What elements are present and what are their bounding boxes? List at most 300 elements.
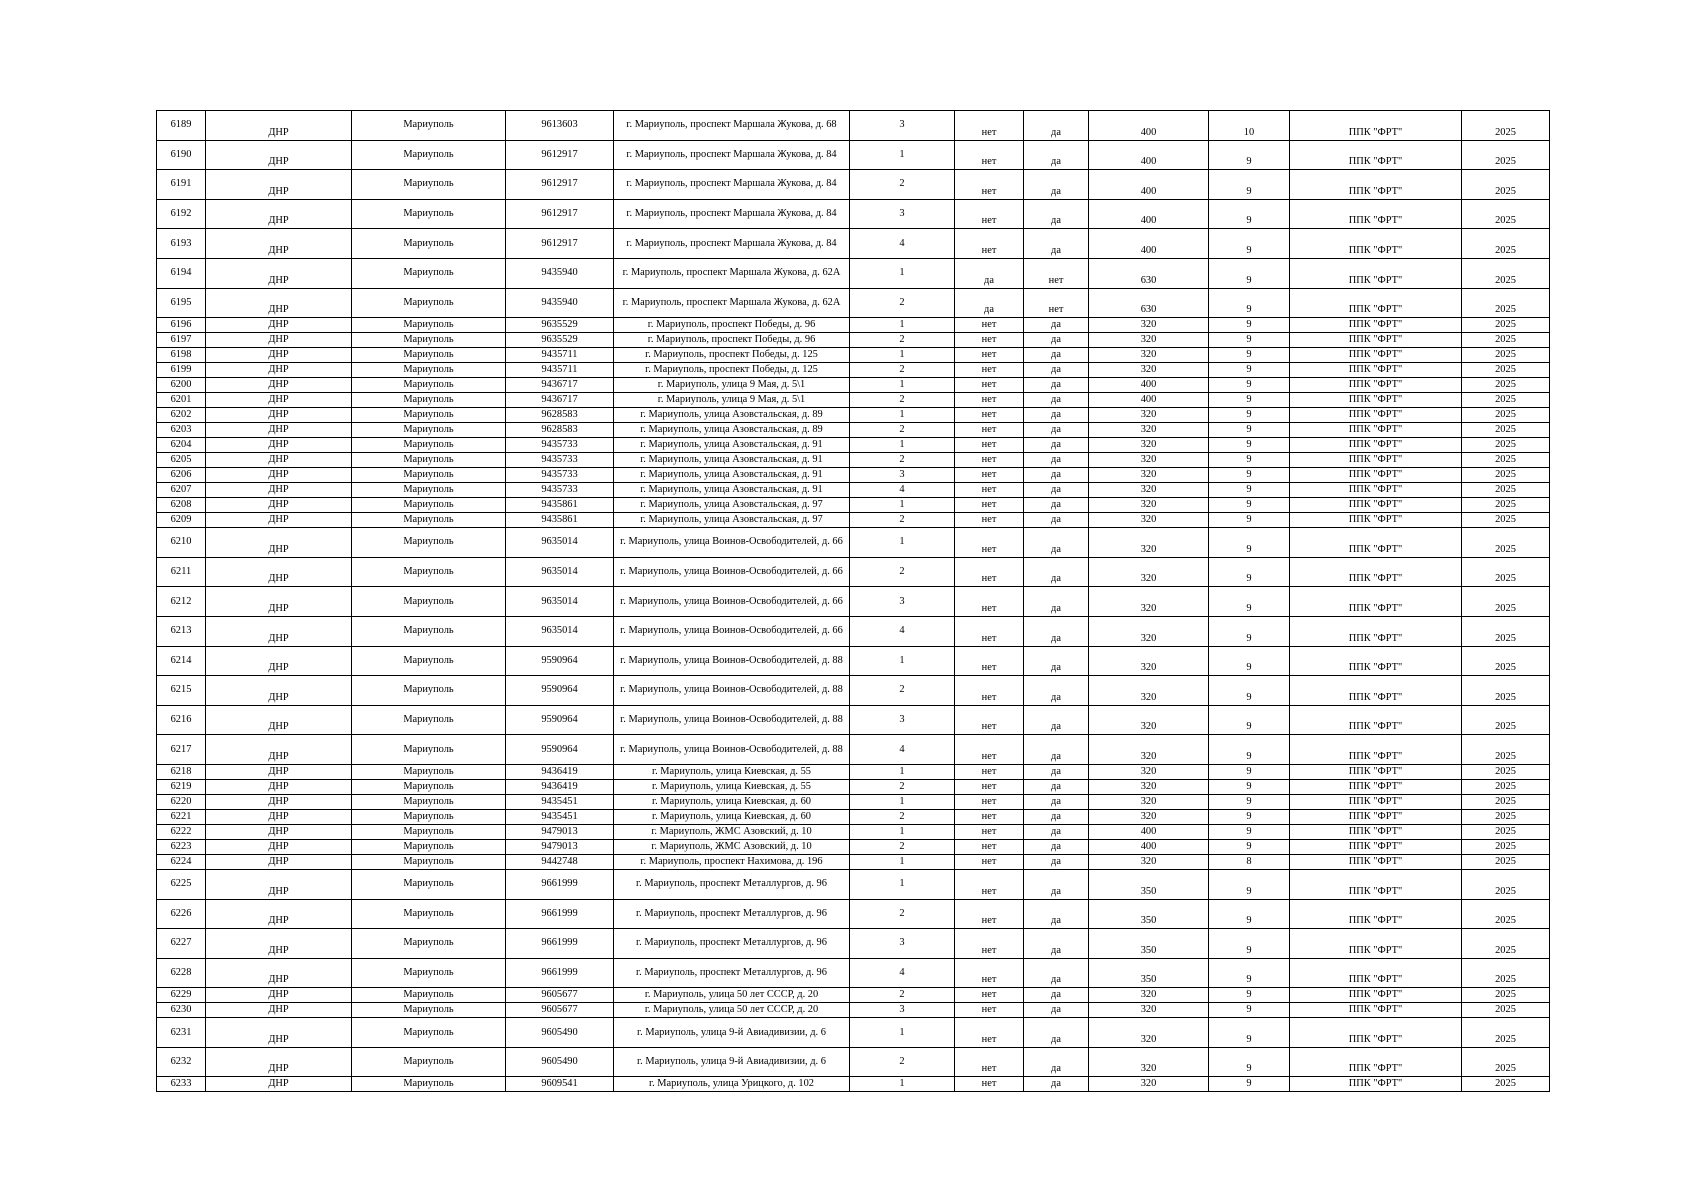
object-id-cell: 9436717 (506, 393, 614, 408)
object-id-cell: 9435451 (506, 794, 614, 809)
year-cell: 2025 (1462, 779, 1550, 794)
floors-cell: 9 (1209, 809, 1290, 824)
entrance-cell: 1 (850, 869, 955, 899)
region-cell: ДНР (206, 899, 352, 929)
region-cell: ДНР (206, 348, 352, 363)
year-cell: 2025 (1462, 199, 1550, 229)
flag-a-cell: нет (955, 1003, 1024, 1018)
row-number-cell: 6212 (157, 587, 206, 617)
table-row (157, 557, 1550, 587)
flag-b-cell: да (1024, 705, 1089, 735)
floors-cell: 9 (1209, 557, 1290, 587)
entrance-cell: 1 (850, 258, 955, 288)
row-number-cell: 6232 (157, 1047, 206, 1077)
address-cell: г. Мариуполь, улица Азовстальская, д. 91 (614, 438, 850, 453)
operator-cell: ППК "ФРТ" (1290, 288, 1462, 318)
region-cell: ДНР (206, 1077, 352, 1092)
operator-cell: ППК "ФРТ" (1290, 498, 1462, 513)
object-id-cell: 9435711 (506, 363, 614, 378)
entrance-cell: 3 (850, 929, 955, 959)
city-cell: Мариуполь (352, 839, 506, 854)
table-row (157, 1047, 1550, 1077)
city-cell: Мариуполь (352, 854, 506, 869)
table-row (157, 587, 1550, 617)
city-cell: Мариуполь (352, 423, 506, 438)
capacity-cell: 350 (1089, 869, 1209, 899)
operator-cell: ППК "ФРТ" (1290, 1018, 1462, 1048)
object-id-cell: 9661999 (506, 958, 614, 988)
year-cell: 2025 (1462, 557, 1550, 587)
capacity-cell: 350 (1089, 958, 1209, 988)
capacity-cell: 320 (1089, 616, 1209, 646)
region-cell: ДНР (206, 483, 352, 498)
entrance-cell: 1 (850, 348, 955, 363)
address-cell: г. Мариуполь, улица Киевская, д. 60 (614, 809, 850, 824)
address-cell: г. Мариуполь, проспект Победы, д. 96 (614, 318, 850, 333)
region-cell: ДНР (206, 318, 352, 333)
address-cell: г. Мариуполь, проспект Победы, д. 96 (614, 333, 850, 348)
region-cell: ДНР (206, 854, 352, 869)
row-number-cell: 6231 (157, 1018, 206, 1048)
row-number-cell: 6229 (157, 988, 206, 1003)
operator-cell: ППК "ФРТ" (1290, 170, 1462, 200)
object-id-cell: 9612917 (506, 170, 614, 200)
capacity-cell: 320 (1089, 498, 1209, 513)
row-number-cell: 6206 (157, 468, 206, 483)
row-number-cell: 6210 (157, 528, 206, 558)
flag-a-cell: нет (955, 1018, 1024, 1048)
region-cell: ДНР (206, 988, 352, 1003)
table-row (157, 528, 1550, 558)
year-cell: 2025 (1462, 839, 1550, 854)
region-cell: ДНР (206, 958, 352, 988)
object-id-cell: 9661999 (506, 929, 614, 959)
flag-b-cell: да (1024, 988, 1089, 1003)
operator-cell: ППК "ФРТ" (1290, 258, 1462, 288)
capacity-cell: 320 (1089, 528, 1209, 558)
entrance-cell: 1 (850, 438, 955, 453)
row-number-cell: 6225 (157, 869, 206, 899)
row-number-cell: 6203 (157, 423, 206, 438)
entrance-cell: 2 (850, 676, 955, 706)
city-cell: Мариуполь (352, 288, 506, 318)
city-cell: Мариуполь (352, 408, 506, 423)
address-cell: г. Мариуполь, улица Воинов-Освободителей, д. 66 (614, 587, 850, 617)
entrance-cell: 1 (850, 646, 955, 676)
operator-cell: ППК "ФРТ" (1290, 453, 1462, 468)
address-cell: г. Мариуполь, улица Азовстальская, д. 91 (614, 453, 850, 468)
entrance-cell: 2 (850, 557, 955, 587)
object-id-cell: 9609541 (506, 1077, 614, 1092)
flag-b-cell: да (1024, 1003, 1089, 1018)
table-row (157, 705, 1550, 735)
flag-b-cell: да (1024, 468, 1089, 483)
region-cell: ДНР (206, 528, 352, 558)
flag-a-cell: нет (955, 899, 1024, 929)
city-cell: Мариуполь (352, 929, 506, 959)
object-id-cell: 9479013 (506, 824, 614, 839)
city-cell: Мариуполь (352, 587, 506, 617)
entrance-cell: 2 (850, 288, 955, 318)
table-row (157, 258, 1550, 288)
row-number-cell: 6191 (157, 170, 206, 200)
operator-cell: ППК "ФРТ" (1290, 646, 1462, 676)
flag-b-cell: да (1024, 854, 1089, 869)
city-cell: Мариуполь (352, 824, 506, 839)
city-cell: Мариуполь (352, 794, 506, 809)
row-number-cell: 6224 (157, 854, 206, 869)
city-cell: Мариуполь (352, 958, 506, 988)
document-table (156, 110, 1550, 1092)
table-row (157, 646, 1550, 676)
object-id-cell: 9435733 (506, 453, 614, 468)
row-number-cell: 6201 (157, 393, 206, 408)
flag-a-cell: нет (955, 483, 1024, 498)
address-cell: г. Мариуполь, улица Воинов-Освободителей, д. 66 (614, 528, 850, 558)
region-cell: ДНР (206, 423, 352, 438)
flag-a-cell: нет (955, 587, 1024, 617)
region-cell: ДНР (206, 794, 352, 809)
floors-cell: 9 (1209, 140, 1290, 170)
flag-a-cell: нет (955, 378, 1024, 393)
operator-cell: ППК "ФРТ" (1290, 705, 1462, 735)
object-id-cell: 9605490 (506, 1018, 614, 1048)
floors-cell: 9 (1209, 363, 1290, 378)
region-cell: ДНР (206, 333, 352, 348)
city-cell: Мариуполь (352, 453, 506, 468)
table-row (157, 288, 1550, 318)
operator-cell: ППК "ФРТ" (1290, 557, 1462, 587)
entrance-cell: 3 (850, 111, 955, 141)
operator-cell: ППК "ФРТ" (1290, 408, 1462, 423)
flag-a-cell: нет (955, 988, 1024, 1003)
table-row (157, 824, 1550, 839)
operator-cell: ППК "ФРТ" (1290, 854, 1462, 869)
operator-cell: ППК "ФРТ" (1290, 528, 1462, 558)
capacity-cell: 320 (1089, 557, 1209, 587)
floors-cell: 9 (1209, 705, 1290, 735)
capacity-cell: 320 (1089, 854, 1209, 869)
address-cell: г. Мариуполь, улица Воинов-Освободителей, д. 88 (614, 646, 850, 676)
capacity-cell: 320 (1089, 453, 1209, 468)
city-cell: Мариуполь (352, 764, 506, 779)
flag-b-cell: да (1024, 378, 1089, 393)
region-cell: ДНР (206, 1018, 352, 1048)
row-number-cell: 6220 (157, 794, 206, 809)
flag-b-cell: да (1024, 779, 1089, 794)
entrance-cell: 1 (850, 498, 955, 513)
flag-b-cell: да (1024, 616, 1089, 646)
table-row (157, 1003, 1550, 1018)
floors-cell: 9 (1209, 288, 1290, 318)
object-id-cell: 9635014 (506, 528, 614, 558)
object-id-cell: 9435733 (506, 438, 614, 453)
year-cell: 2025 (1462, 363, 1550, 378)
region-cell: ДНР (206, 513, 352, 528)
flag-a-cell: нет (955, 839, 1024, 854)
object-id-cell: 9435940 (506, 288, 614, 318)
city-cell: Мариуполь (352, 438, 506, 453)
object-id-cell: 9605677 (506, 988, 614, 1003)
address-cell: г. Мариуполь, улица Азовстальская, д. 89 (614, 423, 850, 438)
region-cell: ДНР (206, 646, 352, 676)
address-cell: г. Мариуполь, улица Азовстальская, д. 91 (614, 468, 850, 483)
operator-cell: ППК "ФРТ" (1290, 423, 1462, 438)
address-cell: г. Мариуполь, проспект Металлургов, д. 96 (614, 869, 850, 899)
flag-a-cell: нет (955, 794, 1024, 809)
operator-cell: ППК "ФРТ" (1290, 764, 1462, 779)
capacity-cell: 320 (1089, 809, 1209, 824)
address-cell: г. Мариуполь, улица Воинов-Освободителей, д. 88 (614, 705, 850, 735)
row-number-cell: 6205 (157, 453, 206, 468)
year-cell: 2025 (1462, 170, 1550, 200)
flag-b-cell: да (1024, 333, 1089, 348)
address-cell: г. Мариуполь, проспект Маршала Жукова, д. 84 (614, 140, 850, 170)
floors-cell: 9 (1209, 333, 1290, 348)
address-cell: г. Мариуполь, проспект Металлургов, д. 96 (614, 929, 850, 959)
operator-cell: ППК "ФРТ" (1290, 929, 1462, 959)
table-body (157, 111, 1550, 1092)
region-cell: ДНР (206, 288, 352, 318)
flag-b-cell: да (1024, 438, 1089, 453)
floors-cell: 9 (1209, 348, 1290, 363)
row-number-cell: 6204 (157, 438, 206, 453)
city-cell: Мариуполь (352, 869, 506, 899)
floors-cell: 9 (1209, 528, 1290, 558)
region-cell: ДНР (206, 453, 352, 468)
region-cell: ДНР (206, 438, 352, 453)
entrance-cell: 1 (850, 764, 955, 779)
object-id-cell: 9435711 (506, 348, 614, 363)
entrance-cell: 1 (850, 854, 955, 869)
flag-a-cell: нет (955, 958, 1024, 988)
flag-b-cell: да (1024, 348, 1089, 363)
row-number-cell: 6196 (157, 318, 206, 333)
year-cell: 2025 (1462, 393, 1550, 408)
city-cell: Мариуполь (352, 557, 506, 587)
city-cell: Мариуполь (352, 378, 506, 393)
year-cell: 2025 (1462, 587, 1550, 617)
entrance-cell: 2 (850, 170, 955, 200)
flag-b-cell: да (1024, 735, 1089, 765)
table-row (157, 929, 1550, 959)
capacity-cell: 630 (1089, 258, 1209, 288)
flag-a-cell: нет (955, 363, 1024, 378)
address-cell: г. Мариуполь, улица 9 Мая, д. 5\1 (614, 393, 850, 408)
operator-cell: ППК "ФРТ" (1290, 1047, 1462, 1077)
region-cell: ДНР (206, 824, 352, 839)
operator-cell: ППК "ФРТ" (1290, 824, 1462, 839)
object-id-cell: 9661999 (506, 899, 614, 929)
object-id-cell: 9436419 (506, 764, 614, 779)
flag-b-cell: да (1024, 794, 1089, 809)
object-id-cell: 9635529 (506, 318, 614, 333)
table-row (157, 779, 1550, 794)
operator-cell: ППК "ФРТ" (1290, 348, 1462, 363)
region-cell: ДНР (206, 809, 352, 824)
operator-cell: ППК "ФРТ" (1290, 483, 1462, 498)
region-cell: ДНР (206, 258, 352, 288)
flag-a-cell: нет (955, 824, 1024, 839)
year-cell: 2025 (1462, 1047, 1550, 1077)
table-row (157, 794, 1550, 809)
capacity-cell: 400 (1089, 229, 1209, 259)
row-number-cell: 6230 (157, 1003, 206, 1018)
flag-a-cell: нет (955, 557, 1024, 587)
region-cell: ДНР (206, 170, 352, 200)
row-number-cell: 6208 (157, 498, 206, 513)
table-row (157, 453, 1550, 468)
year-cell: 2025 (1462, 794, 1550, 809)
year-cell: 2025 (1462, 616, 1550, 646)
row-number-cell: 6226 (157, 899, 206, 929)
capacity-cell: 320 (1089, 988, 1209, 1003)
capacity-cell: 320 (1089, 468, 1209, 483)
entrance-cell: 1 (850, 408, 955, 423)
row-number-cell: 6233 (157, 1077, 206, 1092)
flag-a-cell: нет (955, 779, 1024, 794)
object-id-cell: 9635014 (506, 616, 614, 646)
capacity-cell: 320 (1089, 764, 1209, 779)
flag-a-cell: нет (955, 1077, 1024, 1092)
operator-cell: ППК "ФРТ" (1290, 839, 1462, 854)
year-cell: 2025 (1462, 140, 1550, 170)
entrance-cell: 4 (850, 616, 955, 646)
floors-cell: 9 (1209, 929, 1290, 959)
year-cell: 2025 (1462, 423, 1550, 438)
address-cell: г. Мариуполь, улица Воинов-Освободителей, д. 88 (614, 676, 850, 706)
entrance-cell: 4 (850, 483, 955, 498)
entrance-cell: 2 (850, 393, 955, 408)
operator-cell: ППК "ФРТ" (1290, 140, 1462, 170)
year-cell: 2025 (1462, 258, 1550, 288)
table-row (157, 229, 1550, 259)
flag-a-cell: нет (955, 348, 1024, 363)
floors-cell: 9 (1209, 468, 1290, 483)
entrance-cell: 1 (850, 824, 955, 839)
table-row (157, 869, 1550, 899)
table-row (157, 616, 1550, 646)
table-row (157, 899, 1550, 929)
floors-cell: 9 (1209, 616, 1290, 646)
object-id-cell: 9605490 (506, 1047, 614, 1077)
row-number-cell: 6209 (157, 513, 206, 528)
flag-a-cell: нет (955, 393, 1024, 408)
object-id-cell: 9590964 (506, 676, 614, 706)
flag-a-cell: нет (955, 528, 1024, 558)
city-cell: Мариуполь (352, 348, 506, 363)
flag-a-cell: нет (955, 809, 1024, 824)
table-row (157, 676, 1550, 706)
year-cell: 2025 (1462, 111, 1550, 141)
table-row (157, 735, 1550, 765)
row-number-cell: 6213 (157, 616, 206, 646)
row-number-cell: 6223 (157, 839, 206, 854)
region-cell: ДНР (206, 468, 352, 483)
row-number-cell: 6228 (157, 958, 206, 988)
row-number-cell: 6198 (157, 348, 206, 363)
object-id-cell: 9590964 (506, 705, 614, 735)
floors-cell: 9 (1209, 318, 1290, 333)
capacity-cell: 320 (1089, 646, 1209, 676)
capacity-cell: 320 (1089, 423, 1209, 438)
year-cell: 2025 (1462, 988, 1550, 1003)
flag-b-cell: да (1024, 809, 1089, 824)
capacity-cell: 350 (1089, 929, 1209, 959)
flag-a-cell: нет (955, 423, 1024, 438)
flag-b-cell: да (1024, 929, 1089, 959)
floors-cell: 9 (1209, 646, 1290, 676)
flag-b-cell: да (1024, 839, 1089, 854)
row-number-cell: 6207 (157, 483, 206, 498)
table-row (157, 1077, 1550, 1092)
capacity-cell: 320 (1089, 483, 1209, 498)
flag-b-cell: да (1024, 140, 1089, 170)
table-row (157, 498, 1550, 513)
flag-a-cell: нет (955, 1047, 1024, 1077)
capacity-cell: 320 (1089, 676, 1209, 706)
year-cell: 2025 (1462, 854, 1550, 869)
object-id-cell: 9628583 (506, 408, 614, 423)
operator-cell: ППК "ФРТ" (1290, 363, 1462, 378)
flag-b-cell: да (1024, 557, 1089, 587)
city-cell: Мариуполь (352, 616, 506, 646)
object-id-cell: 9612917 (506, 199, 614, 229)
floors-cell: 9 (1209, 839, 1290, 854)
entrance-cell: 4 (850, 735, 955, 765)
object-id-cell: 9435940 (506, 258, 614, 288)
capacity-cell: 320 (1089, 348, 1209, 363)
capacity-cell: 320 (1089, 363, 1209, 378)
address-cell: г. Мариуполь, проспект Победы, д. 125 (614, 363, 850, 378)
capacity-cell: 320 (1089, 794, 1209, 809)
city-cell: Мариуполь (352, 513, 506, 528)
entrance-cell: 1 (850, 528, 955, 558)
flag-b-cell: да (1024, 1077, 1089, 1092)
floors-cell: 9 (1209, 408, 1290, 423)
region-cell: ДНР (206, 929, 352, 959)
address-cell: г. Мариуполь, проспект Металлургов, д. 96 (614, 899, 850, 929)
flag-a-cell: нет (955, 676, 1024, 706)
floors-cell: 9 (1209, 735, 1290, 765)
row-number-cell: 6192 (157, 199, 206, 229)
flag-a-cell: нет (955, 705, 1024, 735)
address-cell: г. Мариуполь, улица Азовстальская, д. 91 (614, 483, 850, 498)
floors-cell: 10 (1209, 111, 1290, 141)
capacity-cell: 320 (1089, 513, 1209, 528)
year-cell: 2025 (1462, 348, 1550, 363)
flag-a-cell: да (955, 258, 1024, 288)
table-row (157, 958, 1550, 988)
flag-a-cell: да (955, 288, 1024, 318)
row-number-cell: 6218 (157, 764, 206, 779)
year-cell: 2025 (1462, 513, 1550, 528)
table-row (157, 140, 1550, 170)
capacity-cell: 320 (1089, 438, 1209, 453)
object-id-cell: 9436717 (506, 378, 614, 393)
region-cell: ДНР (206, 705, 352, 735)
flag-b-cell: да (1024, 393, 1089, 408)
address-cell: г. Мариуполь, улица Воинов-Освободителей, д. 88 (614, 735, 850, 765)
entrance-cell: 4 (850, 958, 955, 988)
city-cell: Мариуполь (352, 1003, 506, 1018)
entrance-cell: 2 (850, 809, 955, 824)
row-number-cell: 6189 (157, 111, 206, 141)
year-cell: 2025 (1462, 958, 1550, 988)
table-row (157, 408, 1550, 423)
flag-b-cell: нет (1024, 258, 1089, 288)
row-number-cell: 6221 (157, 809, 206, 824)
